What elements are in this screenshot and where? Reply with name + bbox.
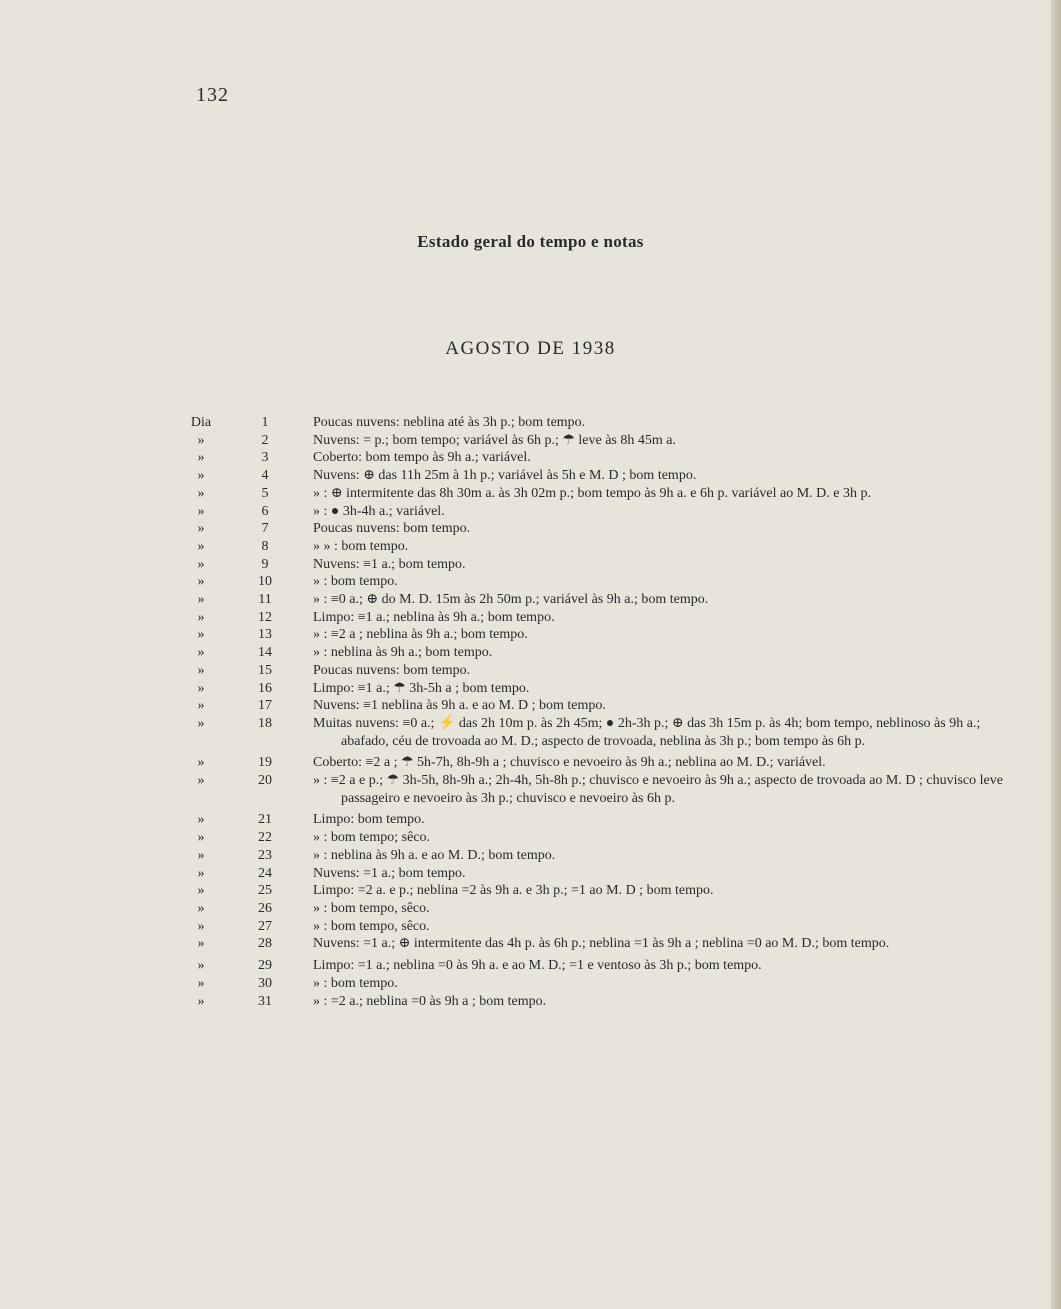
- day-label: »: [197, 485, 205, 501]
- weather-note: » : bom tempo.: [313, 975, 398, 991]
- list-item: [0, 935, 1061, 953]
- day-label: »: [197, 432, 205, 448]
- day-number: 15: [258, 662, 272, 678]
- page-edge-shadow: [1051, 0, 1061, 1309]
- list-item: [0, 772, 1061, 807]
- list-item: [0, 414, 1061, 432]
- list-item: [0, 591, 1061, 609]
- day-number: 21: [258, 812, 272, 828]
- weather-note: » : bom tempo, sêco.: [313, 900, 430, 916]
- weather-note: Coberto: bom tempo às 9h a.; variável.: [313, 450, 531, 466]
- page-title: Estado geral do tempo e notas: [417, 232, 644, 251]
- day-number: 6: [261, 503, 269, 519]
- day-label: »: [197, 865, 205, 881]
- weather-note: » » : bom tempo.: [313, 538, 409, 554]
- day-number: 23: [258, 847, 272, 863]
- day-number: 18: [258, 715, 272, 731]
- day-number: 4: [261, 468, 269, 484]
- day-label: »: [197, 521, 205, 537]
- day-label: »: [197, 975, 205, 991]
- day-number: 24: [258, 865, 272, 881]
- day-label: »: [197, 936, 205, 952]
- day-number: 17: [258, 698, 272, 714]
- list-item: [0, 957, 1061, 975]
- list-item: [0, 520, 1061, 538]
- list-item: [0, 467, 1061, 485]
- day-label: »: [197, 698, 205, 714]
- day-label: »: [197, 773, 205, 789]
- list-item: [0, 882, 1061, 900]
- day-label: Dia: [190, 415, 212, 430]
- weather-note: » : ≡0 a.; ⊕ do M. D. 15m às 2h 50m p.; variável às 9h a.; bom tempo.: [313, 592, 709, 608]
- list-item: [0, 865, 1061, 883]
- day-label: »: [197, 645, 205, 661]
- day-number: 7: [261, 521, 269, 537]
- list-item: [0, 485, 1061, 503]
- weather-note: Nuvens: ≡1 neblina às 9h a. e ao M. D ; bom tempo.: [313, 698, 606, 714]
- weather-note: Limpo: =1 a.; neblina =0 às 9h a. e ao M. D.; =1 e ventoso às 3h p.; bom tempo.: [313, 958, 762, 974]
- day-number: 19: [258, 755, 272, 771]
- day-number: 3: [261, 450, 269, 466]
- weather-note: Nuvens: =1 a.; ⊕ intermitente das 4h p. às 6h p.; neblina =1 às 9h a ; neblina =0 ao M. D.; bom tempo.: [313, 936, 890, 952]
- weather-note: Coberto: ≡2 a ; ☂ 5h-7h, 8h-9h a ; chuvisco e nevoeiro às 9h a.; neblina ao M. D.; variável.: [313, 755, 826, 771]
- day-number: 20: [258, 773, 272, 789]
- weather-note: » : ● 3h-4h a.; variável.: [313, 503, 445, 519]
- day-label: »: [197, 715, 205, 731]
- month-heading: AGOSTO DE 1938: [445, 338, 616, 359]
- day-number: 1: [261, 415, 269, 430]
- day-number: 28: [258, 936, 272, 952]
- weather-note: » : bom tempo.: [313, 574, 398, 590]
- day-number: 26: [258, 900, 272, 916]
- list-item: [0, 715, 1061, 750]
- weather-note: Muitas nuvens: ≡0 a.; ⚡ das 2h 10m p. às 2h 45m; ● 2h-3h p.; ⊕ das 3h 15m p. às 4h; bom tempo, neblinoso às 9h a.; abafado, céu de trovoada ao M. D.; aspecto de trovoada, neblina às 3h p.; bom tempo às 6h p.: [313, 715, 981, 749]
- day-label: »: [197, 812, 205, 828]
- weather-note: Limpo: ≡1 a.; neblina às 9h a.; bom tempo.: [313, 609, 555, 625]
- day-label: »: [197, 503, 205, 519]
- list-item: [0, 975, 1061, 993]
- day-label: »: [197, 556, 205, 572]
- weather-note: Limpo: =2 a. e p.; neblina =2 às 9h a. e 3h p.; =1 ao M. D ; bom tempo.: [313, 883, 714, 899]
- daily-weather-list: [0, 414, 1061, 1010]
- day-number: 11: [258, 592, 272, 608]
- day-label: »: [197, 592, 205, 608]
- list-item: [0, 993, 1061, 1011]
- day-number: 10: [258, 574, 272, 590]
- weather-note: Nuvens: =1 a.; bom tempo.: [313, 865, 466, 881]
- weather-note: Limpo: ≡1 a.; ☂ 3h-5h a ; bom tempo.: [313, 680, 530, 696]
- list-item: [0, 697, 1061, 715]
- day-label: »: [197, 574, 205, 590]
- day-label: »: [197, 627, 205, 643]
- weather-note: Poucas nuvens: bom tempo.: [313, 662, 471, 678]
- day-label: »: [197, 680, 205, 696]
- weather-note: » : bom tempo; sêco.: [313, 830, 431, 846]
- weather-note: Poucas nuvens: neblina até às 3h p.; bom tempo.: [313, 415, 586, 430]
- day-label: »: [197, 958, 205, 974]
- list-item: [0, 556, 1061, 574]
- day-number: 14: [258, 645, 272, 661]
- weather-note: » : neblina às 9h a.; bom tempo.: [313, 645, 493, 661]
- day-label: »: [197, 468, 205, 484]
- day-label: »: [197, 609, 205, 625]
- weather-note: Nuvens: ⊕ das 11h 25m à 1h p.; variável às 5h e M. D ; bom tempo.: [313, 468, 697, 484]
- list-item: [0, 847, 1061, 865]
- page-number: 132: [196, 84, 229, 106]
- day-number: 22: [258, 830, 272, 846]
- day-label: »: [197, 830, 205, 846]
- list-item: [0, 644, 1061, 662]
- day-number: 9: [261, 556, 269, 572]
- day-label: »: [197, 755, 205, 771]
- day-label: »: [197, 847, 205, 863]
- list-item: [0, 829, 1061, 847]
- list-item: [0, 609, 1061, 627]
- list-item: [0, 538, 1061, 556]
- list-item: [0, 432, 1061, 450]
- weather-note: » : =2 a.; neblina =0 às 9h a ; bom tempo.: [313, 993, 547, 1009]
- list-item: [0, 811, 1061, 829]
- day-number: 25: [258, 883, 272, 899]
- weather-note: » : bom tempo, sêco.: [313, 918, 430, 934]
- day-number: 13: [258, 627, 272, 643]
- list-item: [0, 900, 1061, 918]
- list-item: [0, 754, 1061, 772]
- list-item: [0, 680, 1061, 698]
- weather-note: » : ≡2 a ; neblina às 9h a.; bom tempo.: [313, 627, 528, 643]
- day-number: 29: [258, 958, 272, 974]
- day-label: »: [197, 662, 205, 678]
- day-label: »: [197, 900, 205, 916]
- weather-note: Limpo: bom tempo.: [313, 812, 425, 828]
- day-label: »: [197, 918, 205, 934]
- list-item: [0, 503, 1061, 521]
- day-label: »: [197, 538, 205, 554]
- day-label: »: [197, 450, 205, 466]
- weather-note: » : neblina às 9h a. e ao M. D.; bom tempo.: [313, 847, 556, 863]
- weather-note: Nuvens: = p.; bom tempo; variável às 6h p.; ☂ leve às 8h 45m a.: [313, 432, 676, 448]
- weather-note: Poucas nuvens: bom tempo.: [313, 521, 471, 537]
- day-number: 27: [258, 918, 272, 934]
- day-label: »: [197, 993, 205, 1009]
- list-item: [0, 449, 1061, 467]
- day-number: 31: [258, 993, 272, 1009]
- weather-note: Nuvens: ≡1 a.; bom tempo.: [313, 556, 466, 572]
- day-number: 12: [258, 609, 272, 625]
- day-number: 8: [261, 538, 269, 554]
- weather-note: » : ⊕ intermitente das 8h 30m a. às 3h 02m p.; bom tempo às 9h a. e 6h p. variável ao M. D. e 3h p.: [313, 485, 872, 501]
- day-number: 16: [258, 680, 272, 696]
- day-number: 30: [258, 975, 272, 991]
- day-label: »: [197, 883, 205, 899]
- list-item: [0, 573, 1061, 591]
- weather-note: » : ≡2 a e p.; ☂ 3h-5h, 8h-9h a.; 2h-4h, 5h-8h p.; chuvisco e nevoeiro às 9h a.; aspecto de trovoada ao M. D ; chuvisco leve passageiro e nevoeiro às 3h p.; chuvisco e nevoeiro às 6h p.: [313, 773, 1003, 806]
- day-number: 5: [261, 485, 269, 501]
- list-item: [0, 626, 1061, 644]
- list-item: [0, 918, 1061, 936]
- list-item: [0, 662, 1061, 680]
- day-number: 2: [261, 432, 269, 448]
